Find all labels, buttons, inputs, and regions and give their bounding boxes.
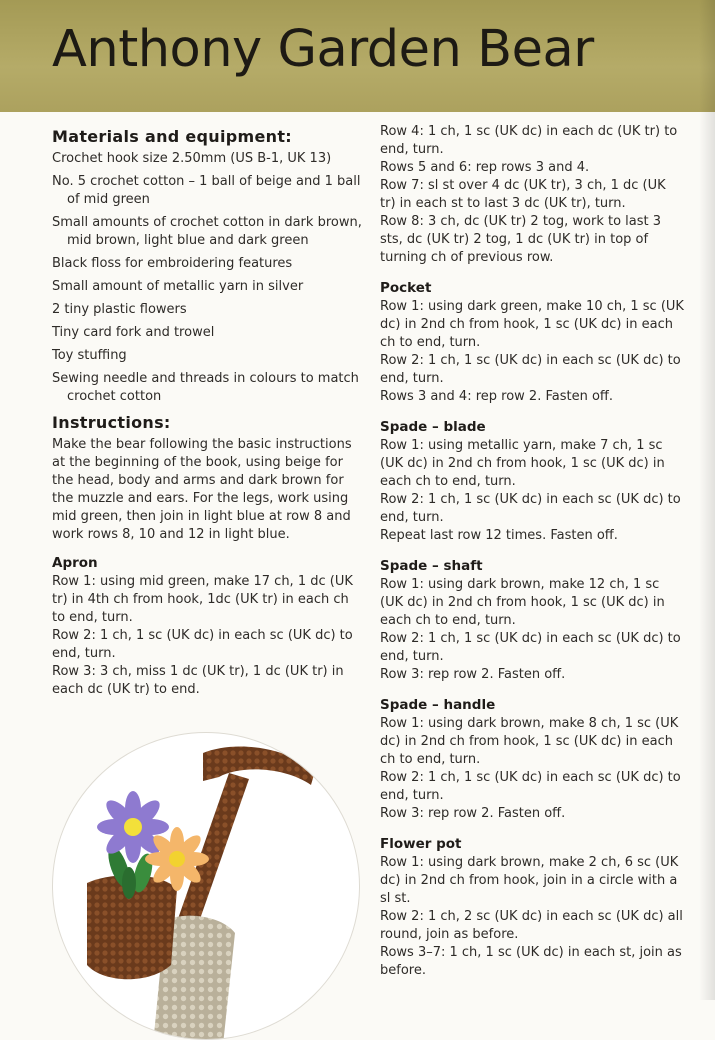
spade-handle-row: Row 3: rep row 2. Fasten off. xyxy=(380,806,566,821)
pocket-row: Row 2: 1 ch, 1 sc (UK dc) in each sc (UK dc) to end, turn. xyxy=(380,353,681,386)
apron-row: Row 3: 3 ch, miss 1 dc (UK tr), 1 dc (UK tr) in each dc (UK tr) to end. xyxy=(52,664,344,697)
materials-item: 2 tiny plastic flowers xyxy=(52,302,187,317)
page-gutter-shadow xyxy=(699,0,715,1000)
materials-list xyxy=(52,150,362,406)
title-band xyxy=(0,0,715,112)
materials-item: Tiny card fork and trowel xyxy=(52,325,215,340)
pocket-section xyxy=(380,279,685,406)
page-title: Anthony Garden Bear xyxy=(52,20,594,79)
materials-item: Crochet hook size 2.50mm (US B-1, UK 13) xyxy=(52,151,332,166)
apron-row: Row 7: sl st over 4 dc (UK tr), 3 ch, 1 dc (UK tr) in each st to last 3 dc (UK tr), turn. xyxy=(380,178,666,211)
spade-shaft-row: Row 2: 1 ch, 1 sc (UK dc) in each sc (UK dc) to end, turn. xyxy=(380,631,681,664)
spade-handle-row: Row 1: using dark brown, make 8 ch, 1 sc (UK dc) in 2nd ch from hook, 1 sc (UK dc) in each ch to end, turn. xyxy=(380,716,679,767)
spade-blade-heading: Spade – blade xyxy=(380,419,486,435)
materials-item: Small amount of metallic yarn in silver xyxy=(52,279,304,294)
spade-and-flowerpot-illustration xyxy=(53,733,359,1039)
materials-item: Toy stuffing xyxy=(52,348,127,363)
materials-item: Small amounts of crochet cotton in dark brown, mid brown, light blue and dark green xyxy=(52,215,362,248)
spade-handle-row: Row 2: 1 ch, 1 sc (UK dc) in each sc (UK dc) to end, turn. xyxy=(380,770,681,803)
spade-blade-row: Row 2: 1 ch, 1 sc (UK dc) in each sc (UK dc) to end, turn. xyxy=(380,492,681,525)
apron-section xyxy=(52,554,362,699)
instructions-intro: Make the bear following the basic instructions at the beginning of the book, using beige for the head, body and arms and dark brown for the muzzle and ears. For the legs, work using mid green, then join in light blue at row 8 and work rows 8, 10 and 12 in light blue. xyxy=(52,437,352,542)
flower-pot-row: Rows 3–7: 1 ch, 1 sc (UK dc) in each st, join as before. xyxy=(380,945,682,978)
apron-heading: Apron xyxy=(52,555,98,571)
materials-heading: Materials and equipment: xyxy=(52,127,292,146)
crochet-photo xyxy=(52,732,360,1040)
spade-shaft-row: Row 1: using dark brown, make 12 ch, 1 sc (UK dc) in 2nd ch from hook, 1 sc (UK dc) in each ch to end, turn. xyxy=(380,577,665,628)
spade-blade-row: Row 1: using metallic yarn, make 7 ch, 1 sc (UK dc) in 2nd ch from hook, 1 sc (UK dc) in each ch to end, turn. xyxy=(380,438,665,489)
left-column xyxy=(52,128,362,711)
materials-item: No. 5 crochet cotton – 1 ball of beige and 1 ball of mid green xyxy=(52,174,361,207)
apron-row: Row 4: 1 ch, 1 sc (UK dc) in each dc (UK tr) to end, turn. xyxy=(380,124,678,157)
apron-continued-section xyxy=(380,123,685,267)
flower-pot-heading: Flower pot xyxy=(380,836,462,852)
spade-handle-heading: Spade – handle xyxy=(380,697,496,713)
spade-handle-shape xyxy=(203,747,315,785)
spade-shaft-section xyxy=(380,557,685,684)
apron-row: Row 2: 1 ch, 1 sc (UK dc) in each sc (UK dc) to end, turn. xyxy=(52,628,353,661)
pocket-row: Row 1: using dark green, make 10 ch, 1 sc (UK dc) in 2nd ch from hook, 1 sc (UK dc) in each ch to end, turn. xyxy=(380,299,684,350)
spade-shaft-heading: Spade – shaft xyxy=(380,558,483,574)
materials-item: Sewing needle and threads in colours to match crochet cotton xyxy=(52,371,359,404)
apron-row: Row 1: using mid green, make 17 ch, 1 dc (UK tr) in 4th ch from hook, 1dc (UK tr) in each ch to end, turn. xyxy=(52,574,353,625)
spade-shaft-row: Row 3: rep row 2. Fasten off. xyxy=(380,667,566,682)
spade-blade-row: Repeat last row 12 times. Fasten off. xyxy=(380,528,618,543)
orange-flower xyxy=(145,827,209,891)
flower-pot-section xyxy=(380,835,685,980)
flower-pot-row: Row 2: 1 ch, 2 sc (UK dc) in each sc (UK dc) all round, join as before. xyxy=(380,909,683,942)
materials-item: Black floss for embroidering features xyxy=(52,256,293,271)
pocket-row: Rows 3 and 4: rep row 2. Fasten off. xyxy=(380,389,614,404)
flower-pot-row: Row 1: using dark brown, make 2 ch, 6 sc (UK dc) in 2nd ch from hook, join in a circle with a sl st. xyxy=(380,855,679,906)
spade-handle-section xyxy=(380,696,685,823)
spade-blade-section xyxy=(380,418,685,545)
instructions-heading: Instructions: xyxy=(52,413,171,432)
pocket-heading: Pocket xyxy=(380,280,432,296)
right-column xyxy=(380,123,685,992)
apron-row: Rows 5 and 6: rep rows 3 and 4. xyxy=(380,160,590,175)
apron-row: Row 8: 3 ch, dc (UK tr) 2 tog, work to last 3 sts, dc (UK tr) 2 tog, 1 dc (UK tr) in top of turning ch of previous row. xyxy=(380,214,662,265)
